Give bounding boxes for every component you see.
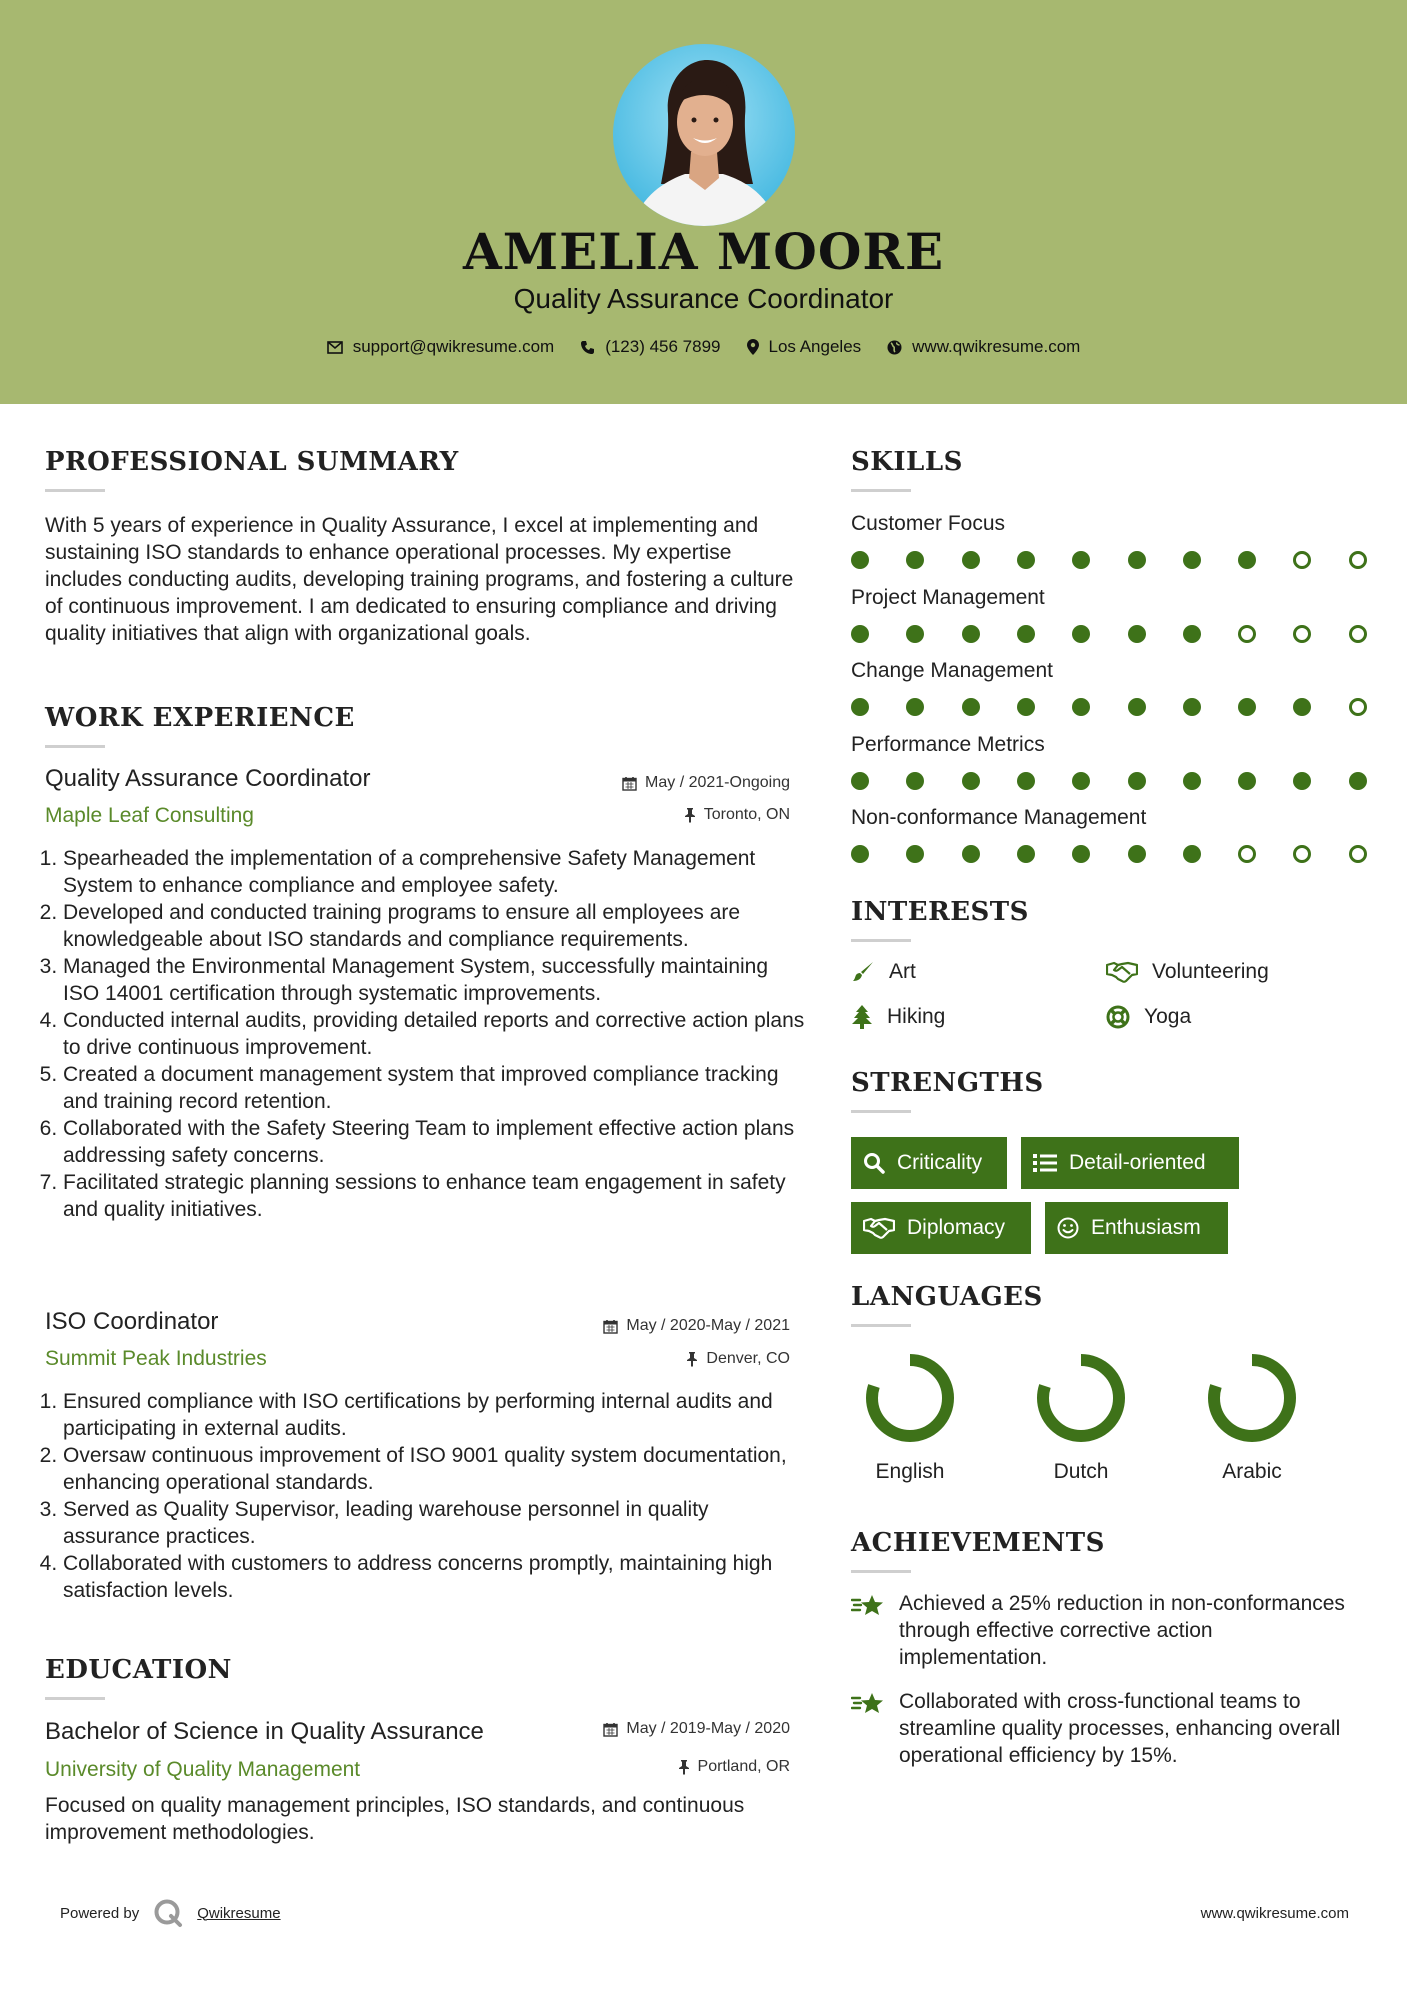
skill-rating-dot (1183, 551, 1201, 569)
contact-phone[interactable] (580, 337, 720, 357)
skill-rating-dot (962, 551, 980, 569)
skill-rating-dot (1349, 625, 1367, 643)
education-description: Focused on quality management principles, ISO standards, and continuous improvement methodologies. (45, 1794, 745, 1844)
strength-chip-criticality: Criticality (851, 1137, 1007, 1189)
qwikresume-link[interactable]: Qwikresume (197, 1904, 281, 1922)
section-divider (851, 939, 911, 942)
section-divider (45, 1697, 105, 1700)
skill-rating-dot (1017, 625, 1035, 643)
strength-chip-enthusiasm: Enthusiasm (1045, 1202, 1228, 1254)
interest-hiking: Hiking (851, 1005, 945, 1029)
header-banner (0, 0, 1407, 404)
skill-rating-dot (1349, 772, 1367, 790)
candidate-name: AMELIA MOORE (462, 222, 945, 281)
skill-rating-dot (1183, 698, 1201, 716)
skill-rating-dot (906, 845, 924, 863)
summary-heading: PROFESSIONAL SUMMARY (45, 447, 459, 477)
contact-email[interactable] (327, 337, 555, 357)
list-item: 2. Oversaw continuous improvement of ISO 9001 quality system documentation, enhancing operational standards. (63, 1442, 805, 1496)
skill-rating-dot (1238, 698, 1256, 716)
handshake-icon (1106, 961, 1138, 983)
list-icon (1033, 1153, 1057, 1173)
languages-heading: LANGUAGES (851, 1282, 1043, 1312)
skill-name: Customer Focus (851, 512, 1006, 535)
language-item (1197, 1352, 1307, 1484)
phone-icon (580, 340, 595, 355)
phone-text: (123) 456 7899 (605, 337, 721, 356)
contact-location (747, 337, 862, 357)
list-item: 1. Ensured compliance with ISO certifications by performing internal audits and participating in external audits. (63, 1388, 805, 1442)
contact-website[interactable] (887, 337, 1080, 357)
calendar-icon (622, 776, 637, 791)
search-icon (863, 1152, 885, 1174)
skill-rating-dot (962, 845, 980, 863)
tree-icon (851, 1005, 873, 1029)
lifering-icon (1106, 1005, 1130, 1029)
language-name: Dutch (1053, 1460, 1109, 1483)
skill-rating-dot (962, 625, 980, 643)
interest-volunteering: Volunteering (1106, 960, 1269, 984)
achievement-item: Achieved a 25% reduction in non-conformances through effective corrective action implementation. (851, 1590, 1361, 1671)
skill-rating-dot (906, 625, 924, 643)
job-location: Denver, CO (520, 1350, 790, 1368)
skills-heading: SKILLS (851, 447, 963, 477)
language-name: Arabic (1222, 1460, 1282, 1483)
skill-rating-dot (1017, 698, 1035, 716)
skill-rating-dot (1238, 551, 1256, 569)
education-heading: EDUCATION (45, 1655, 232, 1685)
skill-rating-dot (906, 698, 924, 716)
strengths-heading: STRENGTHS (851, 1068, 1044, 1098)
experience-heading: WORK EXPERIENCE (45, 703, 355, 733)
skill-rating-dot (1128, 551, 1146, 569)
job-title: ISO Coordinator (45, 1308, 219, 1335)
globe-icon (887, 340, 902, 355)
website-text: www.qwikresume.com (912, 337, 1081, 356)
skill-rating-dot (1017, 551, 1035, 569)
skill-rating-dot (962, 698, 980, 716)
skill-rating-dot (1293, 698, 1311, 716)
calendar-icon (603, 1722, 618, 1737)
calendar-icon (603, 1319, 618, 1334)
skill-rating-dot (1128, 772, 1146, 790)
language-progress-ring (1035, 1352, 1127, 1444)
skill-rating-dot (1349, 698, 1367, 716)
language-item (855, 1352, 965, 1484)
language-progress-ring (864, 1352, 956, 1444)
person-portrait-icon (613, 44, 795, 226)
skill-rating-dot (1128, 698, 1146, 716)
skill-rating-dot (1183, 772, 1201, 790)
job-bullets (45, 1388, 805, 1604)
skill-rating-dot (851, 625, 869, 643)
list-item: 1. Spearheaded the implementation of a comprehensive Safety Management System to enhance compliance and employee safety. (63, 845, 805, 899)
skill-rating-dot (851, 845, 869, 863)
skill-rating-dot (1293, 551, 1311, 569)
handshake-icon (863, 1217, 895, 1239)
pushpin-icon (684, 807, 696, 823)
skill-rating-dot (1293, 845, 1311, 863)
school-name: University of Quality Management (45, 1758, 361, 1781)
list-item: 7. Facilitated strategic planning sessions to enhance team engagement in safety and quality initiatives. (63, 1169, 805, 1223)
strength-chip-diplomacy: Diplomacy (851, 1202, 1031, 1254)
skill-rating-dot (1183, 845, 1201, 863)
footer-powered-by: Powered by Qwikresume (60, 1898, 281, 1928)
interest-art: Art (851, 960, 916, 984)
skill-rating-dot (962, 772, 980, 790)
summary-text: With 5 years of experience in Quality Assurance, I excel at implementing and sustaining ISO standards to enhance operational processes. My expertise includes conducting audits, developing training programs, and fostering a culture of continuous improvement. I am dedicated to ensuring compliance and driving quality initiatives that align with organizational goals. (45, 514, 794, 645)
language-progress-ring (1206, 1352, 1298, 1444)
skill-rating-dot (851, 551, 869, 569)
skill-rating-dot (1072, 625, 1090, 643)
achievements-heading: ACHIEVEMENTS (851, 1528, 1105, 1558)
pushpin-icon (686, 1351, 698, 1367)
section-divider (851, 489, 911, 492)
skill-rating-dot (1349, 551, 1367, 569)
skill-rating-dot (1238, 625, 1256, 643)
skill-rating-dot (851, 698, 869, 716)
skill-name: Project Management (851, 585, 1045, 609)
job-location: Toronto, ON (520, 806, 790, 824)
skill-rating-dot (1293, 772, 1311, 790)
qwikresume-logo-icon (153, 1898, 183, 1928)
list-item: 3. Served as Quality Supervisor, leading warehouse personnel in quality assurance practices. (63, 1496, 805, 1550)
section-divider (851, 1570, 911, 1573)
profile-photo (613, 44, 795, 226)
language-progress-arc (1043, 1360, 1119, 1436)
paintbrush-icon (851, 960, 875, 984)
skill-rating-dot (1128, 625, 1146, 643)
skill-rating-dot (1072, 698, 1090, 716)
skill-rating-dot (1128, 845, 1146, 863)
skill-rating-dot (1017, 772, 1035, 790)
skill-rating-dot (1293, 625, 1311, 643)
skill-rating-dot (1072, 551, 1090, 569)
list-item: 4. Collaborated with customers to address concerns promptly, maintaining high satisfaction levels. (63, 1550, 805, 1604)
language-name: English (875, 1460, 945, 1483)
skill-rating-dot (851, 772, 869, 790)
education-location: Portland, OR (520, 1758, 790, 1776)
skill-rating-dot (1238, 772, 1256, 790)
envelope-icon (327, 341, 343, 354)
company-name: Maple Leaf Consulting (45, 804, 254, 827)
skill-rating-dot (1072, 845, 1090, 863)
language-progress-arc (1214, 1360, 1290, 1436)
job-dates: May / 2020-May / 2021 (520, 1317, 790, 1335)
skill-rating-dot (1017, 845, 1035, 863)
list-item: 6. Collaborated with the Safety Steering Team to implement effective action plans addressing safety concerns. (63, 1115, 805, 1169)
skill-rating-dot (1072, 772, 1090, 790)
skill-name: Non-conformance Management (851, 806, 1147, 829)
strength-chip-detail-oriented: Detail-oriented (1021, 1137, 1239, 1189)
map-pin-icon (747, 339, 759, 355)
section-divider (851, 1110, 911, 1113)
company-name: Summit Peak Industries (45, 1347, 267, 1370)
list-item: 5. Created a document management system that improved compliance tracking and training record retention. (63, 1061, 805, 1115)
skill-rating-dot (906, 772, 924, 790)
achievement-item: Collaborated with cross-functional teams to streamline quality processes, enhancing overall operational efficiency by 15%. (851, 1688, 1361, 1769)
skill-rating-dot (1238, 845, 1256, 863)
section-divider (45, 489, 105, 492)
candidate-title: Quality Assurance Coordinator (513, 283, 894, 314)
section-divider (851, 1324, 911, 1327)
list-item: 3. Managed the Environmental Management System, successfully maintaining ISO 14001 certification through systematic improvements. (63, 953, 805, 1007)
job-title: Quality Assurance Coordinator (45, 765, 371, 792)
interests-heading: INTERESTS (851, 897, 1029, 927)
interest-yoga: Yoga (1106, 1005, 1191, 1029)
smile-icon (1057, 1217, 1079, 1239)
list-item: 2. Developed and conducted training programs to ensure all employees are knowledgeable about ISO standards and compliance requirements. (63, 899, 805, 953)
skill-name: Performance Metrics (851, 732, 1045, 756)
language-progress-arc (872, 1360, 948, 1436)
education-dates: May / 2019-May / 2020 (520, 1720, 790, 1738)
contact-bar (0, 337, 1407, 357)
skill-rating-dot (1183, 625, 1201, 643)
pushpin-icon (678, 1759, 690, 1775)
footer-url[interactable]: www.qwikresume.com (1200, 1905, 1349, 1922)
email-text: support@qwikresume.com (352, 337, 555, 356)
location-text: Los Angeles (768, 337, 862, 356)
skill-name: Change Management (851, 659, 1053, 682)
list-item: 4. Conducted internal audits, providing detailed reports and corrective action plans to drive continuous improvement. (63, 1007, 805, 1061)
shooting-star-icon (851, 1690, 885, 1716)
shooting-star-icon (851, 1592, 885, 1618)
job-dates: May / 2021-Ongoing (520, 774, 790, 792)
degree-title: Bachelor of Science in Quality Assurance (45, 1718, 484, 1745)
skill-rating-dot (1349, 845, 1367, 863)
job-bullets (45, 845, 805, 1223)
language-item (1026, 1352, 1136, 1484)
section-divider (45, 745, 105, 748)
skill-rating-dot (906, 551, 924, 569)
